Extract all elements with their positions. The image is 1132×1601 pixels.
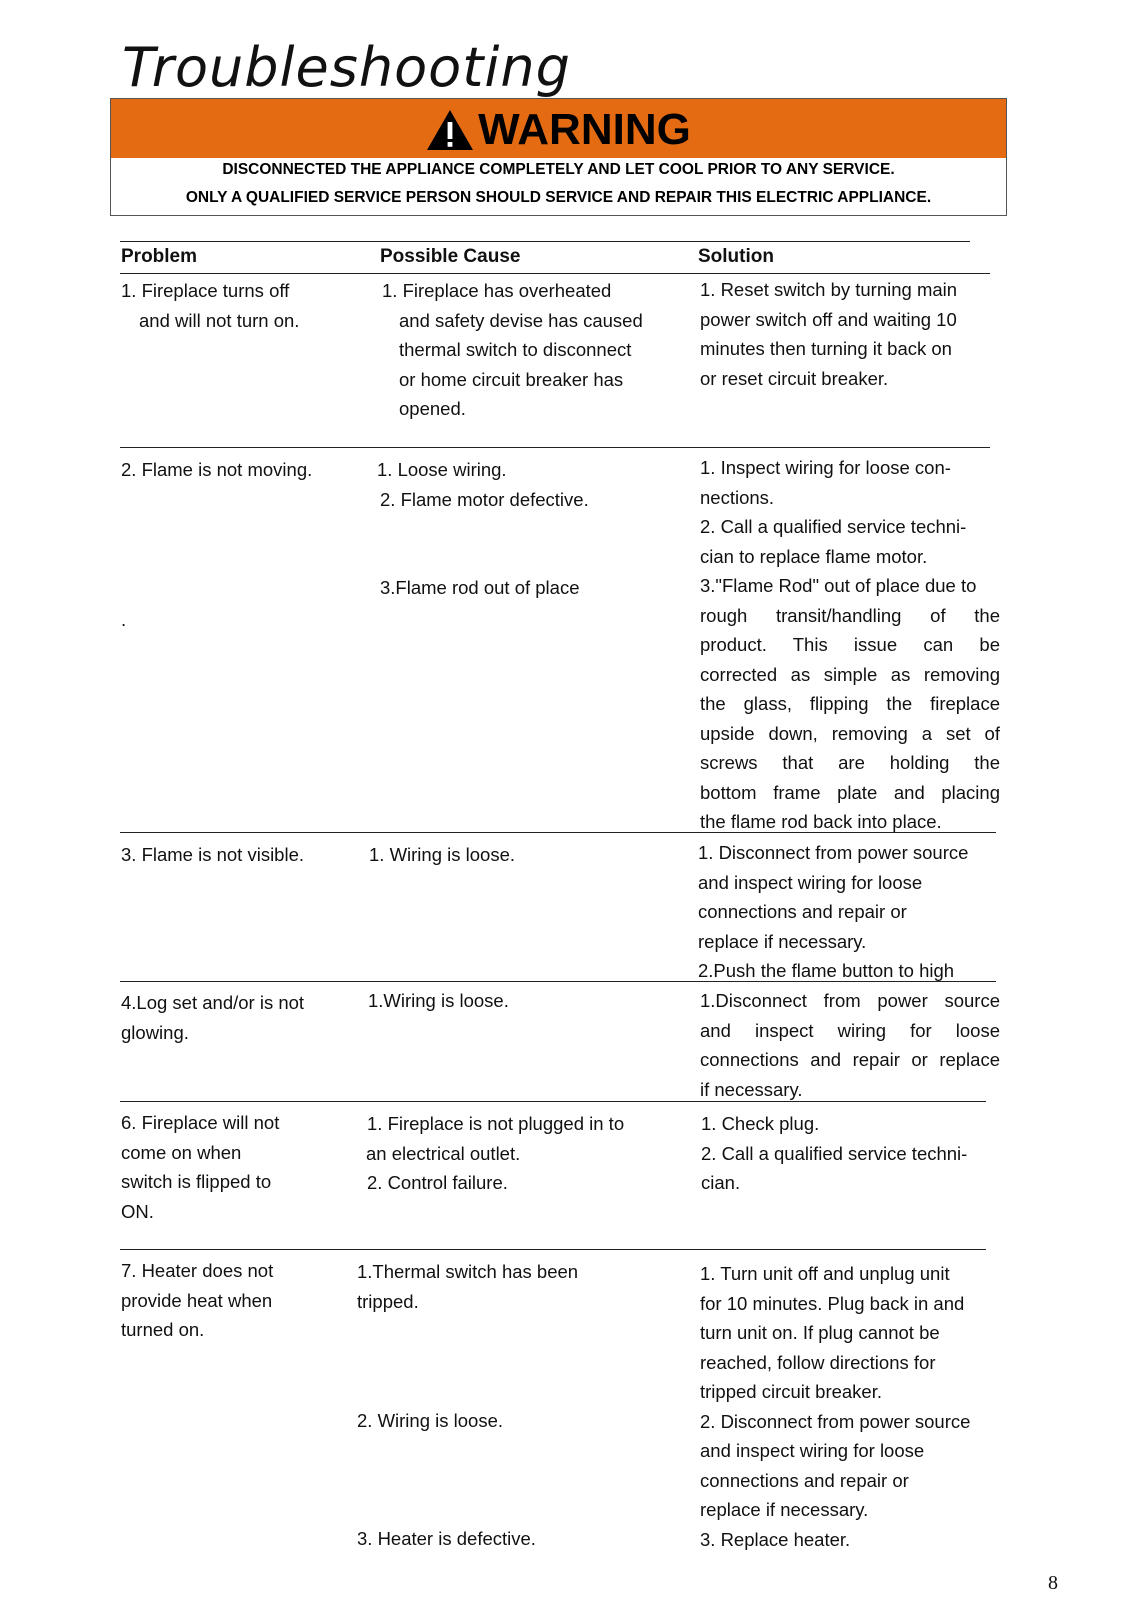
solution-cell: 1. Reset switch by turning main power switch off and waiting 10 minutes then turning it back on or reset circuit breaker. xyxy=(700,279,958,389)
problem-cell: 3. Flame is not visible. xyxy=(121,844,305,865)
cause-cell: 2. Wiring is loose. xyxy=(357,1410,503,1431)
row-divider xyxy=(120,1249,986,1250)
row-divider xyxy=(120,1101,986,1102)
row-divider xyxy=(120,447,990,448)
problem-stray-mark: . xyxy=(121,609,127,630)
cause-cell: 1. Loose wiring. 2. Flame motor defective. xyxy=(377,459,589,510)
page-number: 8 xyxy=(1048,1572,1058,1594)
solution-cell: 1. Check plug. 2. Call a qualified service techni- cian. xyxy=(701,1113,968,1193)
cause-cell: 3. Heater is defective. xyxy=(357,1528,536,1549)
table-top-rule xyxy=(120,241,970,242)
warning-banner xyxy=(111,99,1006,158)
header-bottom-rule xyxy=(120,273,990,274)
cause-cell: 3.Flame rod out of place xyxy=(380,577,580,598)
page-title: Troubleshooting xyxy=(122,36,571,99)
problem-cell: 6. Fireplace will not come on when switch is flipped to ON. xyxy=(121,1112,280,1222)
cause-cell: 1. Wiring is loose. xyxy=(369,844,515,865)
row-divider xyxy=(120,832,996,833)
cause-cell: 1. Fireplace has overheated and safety devise has caused thermal switch to disconnect or home circuit breaker has opened. xyxy=(382,280,643,419)
warning-box xyxy=(110,98,1007,216)
cause-cell: 1.Wiring is loose. xyxy=(368,990,509,1011)
cause-cell: 1.Thermal switch has been tripped. xyxy=(357,1261,579,1312)
warning-triangle-icon xyxy=(426,109,474,151)
problem-cell: 4.Log set and/or is not glowing. xyxy=(121,992,305,1043)
header-cause: Possible Cause xyxy=(380,246,521,267)
solution-cell: 1. Inspect wiring for loose con- nections. 2. Call a qualified service techni- cian to replace flame motor. 3."Flame Rod" out of place due to rough transit/handling of the product. This issue can be corrected as simple as removing the glass, flipping the fireplace upside down, removing a set of screws that are holding the bottom frame plate and placing the flame rod back into place. xyxy=(700,457,1000,832)
solution-cell: 1. Turn unit off and unplug unit for 10 minutes. Plug back in and turn unit on. If plug cannot be reached, follow directions for tripped circuit breaker. 2. Disconnect from power source and inspect wiring for loose connections and repair or replace if necessary. 3. Replace heater. xyxy=(700,1263,971,1550)
warning-text-line-2: ONLY A QUALIFIED SERVICE PERSON SHOULD SERVICE AND REPAIR THIS ELECTRIC APPLIANCE. xyxy=(185,189,932,206)
warning-text-line-1: DISCONNECTED THE APPLIANCE COMPLETELY AND LET COOL PRIOR TO ANY SERVICE. xyxy=(222,161,895,178)
warning-label: WARNING xyxy=(478,105,691,154)
cause-cell: 1. Fireplace is not plugged in to an electrical outlet. 2. Control failure. xyxy=(366,1113,625,1193)
row-divider xyxy=(120,981,996,982)
solution-cell: 1. Disconnect from power source and inspect wiring for loose connections and repair or replace if necessary. 2.Push the flame button to high xyxy=(698,842,969,981)
header-solution: Solution xyxy=(698,246,774,267)
solution-cell: 1.Disconnect from power source and inspect wiring for loose connections and repair or replace if necessary. xyxy=(700,990,1000,1100)
problem-cell: 7. Heater does not provide heat when turned on. xyxy=(121,1260,274,1340)
problem-cell: 1. Fireplace turns off and will not turn on. xyxy=(121,280,300,331)
problem-cell: 2. Flame is not moving. xyxy=(121,459,313,480)
header-problem: Problem xyxy=(121,246,198,267)
